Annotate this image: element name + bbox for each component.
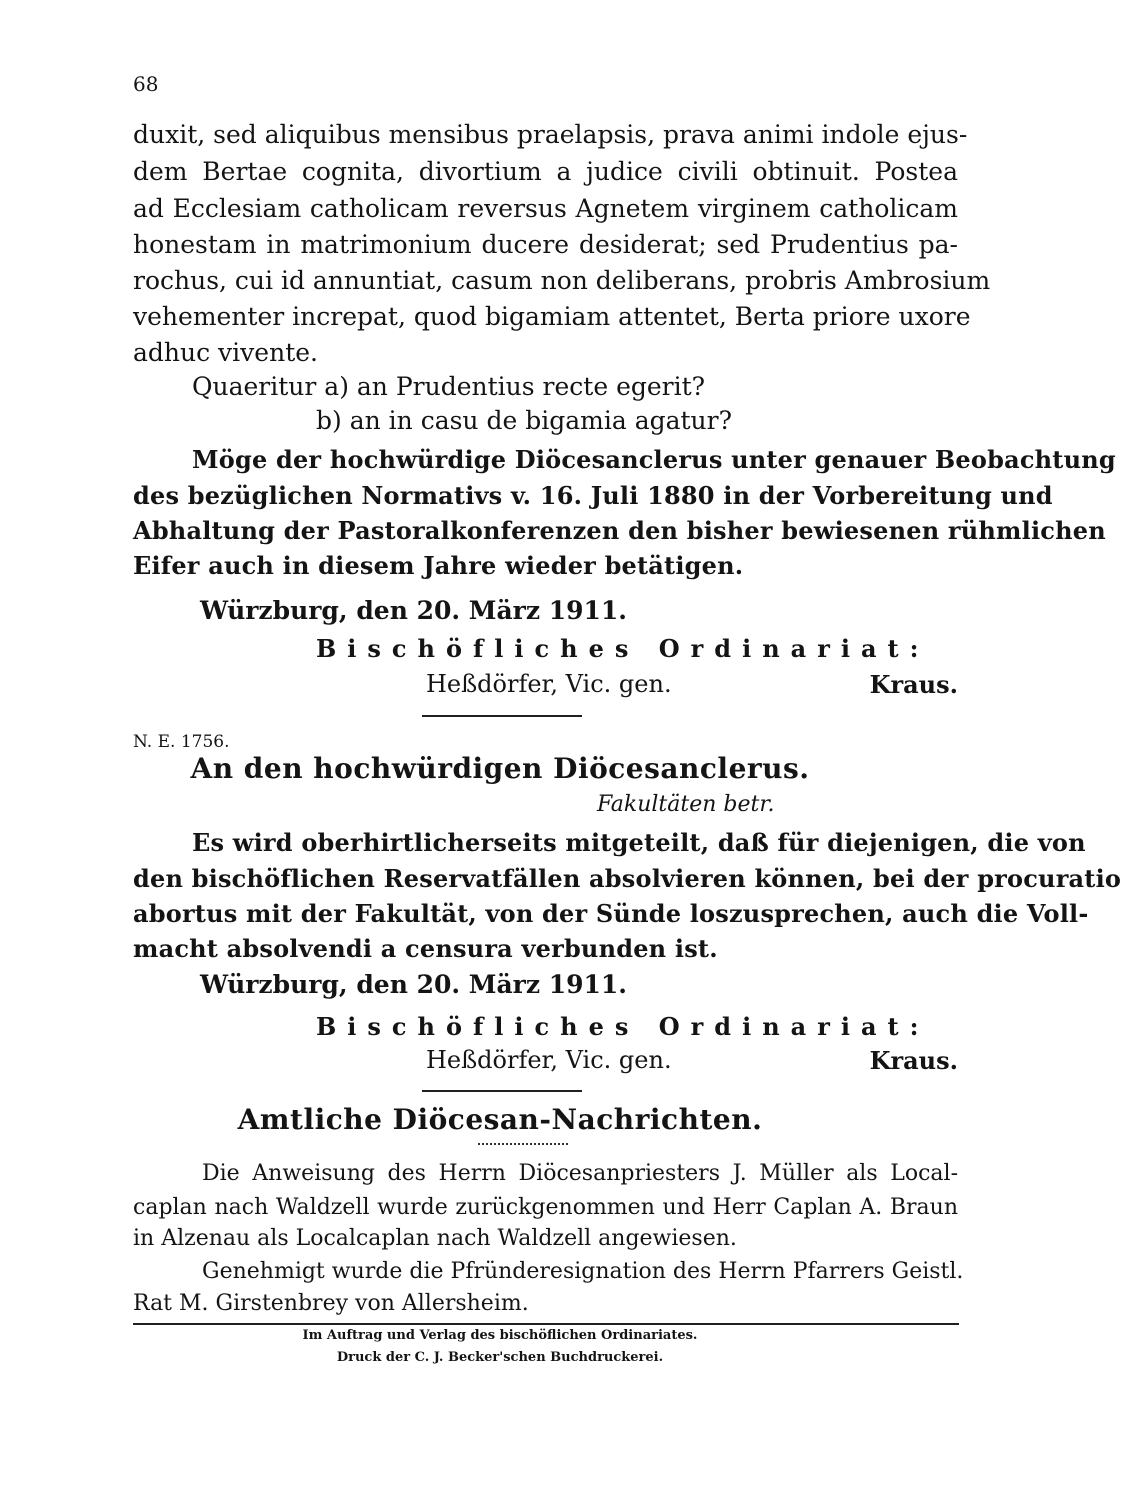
wish-line-4: Eifer auch in diesem Jahre wieder betätigen.: [133, 551, 744, 580]
latin-line-5: rochus, cui id annuntiat, casum non deliberans, probris Ambrosium: [133, 266, 991, 295]
place-date-2: Würzburg, den 20. März 1911.: [200, 970, 628, 999]
imprint-printer: Druck der C. J. Becker'schen Buchdruckerei.: [336, 1350, 664, 1365]
news-line-2: caplan nach Waldzell wurde zurückgenommen und Herr Caplan A. Braun: [133, 1195, 958, 1220]
decree-reference: N. E. 1756.: [133, 732, 230, 752]
latin-line-6: vehementer increpat, quod bigamiam attentet, Berta priore uxore: [133, 302, 971, 331]
latin-line-1: duxit, sed aliquibus mensibus praelapsis, prava animi indole ejus-: [133, 120, 968, 149]
decree-line-2: den bischöflichen Reservatfällen absolvieren können, bei der procuratio: [133, 864, 1121, 893]
wish-line-1: Möge der hochwürdige Diöcesanclerus unter genauer Beobachtung: [192, 445, 1116, 474]
footer-rule: [133, 1323, 959, 1325]
vicar-signature-2: Heßdörfer, Vic. gen.: [426, 1046, 672, 1074]
latin-line-3: ad Ecclesiam catholicam reversus Agnetem virginem catholicam: [133, 194, 958, 223]
news-heading: Amtliche Diöcesan-Nachrichten.: [237, 1103, 763, 1136]
latin-line-4: honestam in matrimonium ducere desiderat; sed Prudentius pa-: [133, 230, 958, 259]
latin-line-7: adhuc vivente.: [133, 338, 318, 367]
imprint-publisher: Im Auftrag und Verlag des bischöflichen Ordinariates.: [302, 1328, 698, 1343]
wish-line-2: des bezüglichen Normativs v. 16. Juli 1880 in der Vorbereitung und: [133, 481, 1053, 510]
latin-line-2: dem Bertae cognita, divortium a judice civili obtinuit. Postea: [133, 157, 958, 186]
separator-rule-1: [422, 715, 582, 717]
ordinariat-2: Bischöfliches Ordinariat:: [316, 1012, 930, 1041]
news-line-3: in Alzenau als Localcaplan nach Waldzell angewiesen.: [133, 1226, 737, 1251]
question-a: Quaeritur a) an Prudentius recte egerit?: [192, 372, 706, 401]
decree-subject: Fakultäten betr.: [597, 792, 775, 817]
question-b: b) an in casu de bigamia agatur?: [316, 406, 733, 435]
dotted-divider: [478, 1143, 568, 1145]
place-date-1: Würzburg, den 20. März 1911.: [200, 596, 628, 625]
ordinariat-1: Bischöfliches Ordinariat:: [316, 634, 930, 663]
official-signature-1: Kraus.: [869, 670, 958, 699]
news-line-1: Die Anweisung des Herrn Diöcesanpriesters J. Müller als Local-: [202, 1161, 958, 1186]
decree-line-1: Es wird oberhirtlicherseits mitgeteilt, daß für diejenigen, die von: [192, 828, 1086, 857]
official-signature-2: Kraus.: [869, 1046, 958, 1075]
decree-line-4: macht absolvendi a censura verbunden ist.: [133, 934, 718, 963]
separator-rule-2: [422, 1090, 582, 1092]
decree-heading: An den hochwürdigen Diöcesanclerus.: [190, 752, 810, 785]
vicar-signature-1: Heßdörfer, Vic. gen.: [426, 670, 672, 698]
news-line-4: Genehmigt wurde die Pfründeresignation des Herrn Pfarrers Geistl.: [202, 1259, 964, 1284]
page-number: 68: [133, 72, 159, 96]
wish-line-3: Abhaltung der Pastoralkonferenzen den bisher bewiesenen rühmlichen: [133, 516, 1106, 545]
news-line-5: Rat M. Girstenbrey von Allersheim.: [133, 1291, 529, 1316]
decree-line-3: abortus mit der Fakultät, von der Sünde loszusprechen, auch die Voll-: [133, 899, 1089, 928]
